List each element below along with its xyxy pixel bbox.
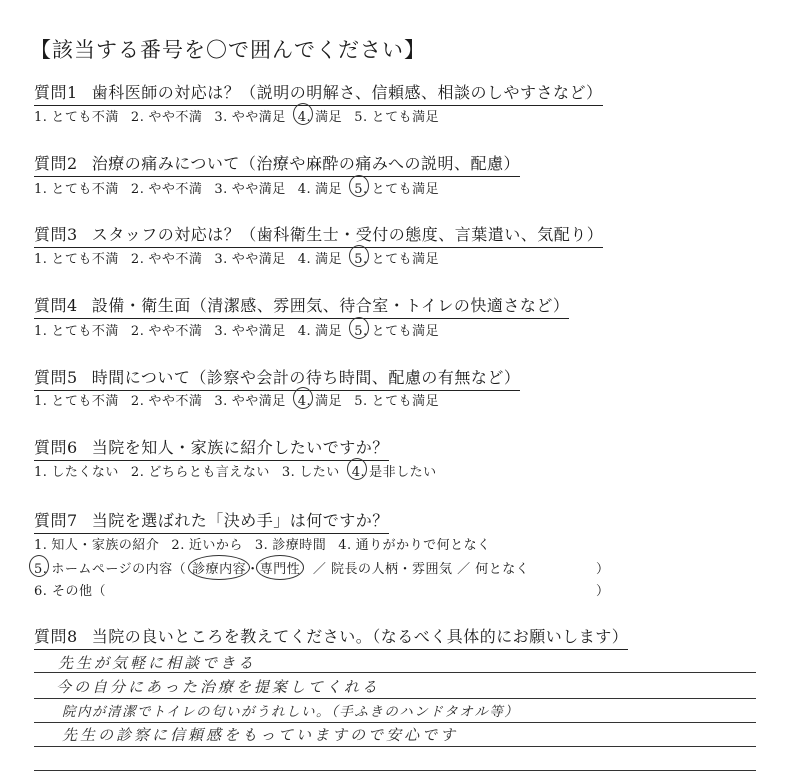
separator: ・ xyxy=(246,562,260,577)
question-4-option-2[interactable] xyxy=(131,320,202,339)
option-number: 5. xyxy=(34,562,48,577)
question-8-text: 当院の良いところを教えてください。（なるべく具体的にお願いします） xyxy=(91,627,629,646)
option-number: 5. xyxy=(354,252,368,267)
question-7-option-6-line xyxy=(34,580,610,599)
option-number: 4. xyxy=(297,252,312,267)
option-number: 5. xyxy=(354,324,368,339)
question-7-title xyxy=(34,508,389,534)
option-number: 6. xyxy=(34,584,48,599)
question-2-option-4[interactable] xyxy=(298,178,342,197)
option-label: やや不満 xyxy=(148,324,203,339)
option-label: やや不満 xyxy=(148,182,203,197)
question-8-title xyxy=(34,624,628,650)
question-5-number: 質問5 xyxy=(34,368,78,387)
option-label: やや満足 xyxy=(231,324,286,339)
option-label: したい xyxy=(299,465,340,480)
option-label: どちらとも言えない xyxy=(148,465,270,480)
option-number: 1. xyxy=(34,465,48,480)
question-5-text: 時間について（診察や会計の待ち時間、配慮の有無など） xyxy=(91,368,521,387)
question-4-option-1[interactable] xyxy=(34,320,119,339)
option-number: 4. xyxy=(297,182,312,197)
answer-line xyxy=(34,746,756,747)
question-6-title xyxy=(34,435,389,461)
option-label: 是非したい xyxy=(369,465,437,480)
option-label: 満足 xyxy=(315,394,343,409)
handwritten-answer-1: 先生が気軽に相談できる xyxy=(58,654,257,672)
option-number: 2. xyxy=(130,252,145,267)
question-1-option-1[interactable] xyxy=(34,106,119,125)
option-number: 1. xyxy=(34,252,48,267)
option-number: 2. xyxy=(130,324,145,339)
question-7-option-3[interactable] xyxy=(255,534,326,553)
question-5-option-3[interactable] xyxy=(214,390,285,409)
option-label: 満足 xyxy=(315,110,343,125)
question-2-option-3[interactable] xyxy=(214,178,285,197)
question-3-option-3[interactable] xyxy=(214,248,285,267)
option-label: やや満足 xyxy=(231,394,286,409)
answer-line xyxy=(34,698,756,699)
handwritten-answer-4: 先生の診察に信頼感をもっていますので安心です xyxy=(62,726,459,744)
option-label: とても不満 xyxy=(51,182,119,197)
option-label: ホームページの内容（ xyxy=(51,562,187,577)
question-3-number: 質問3 xyxy=(34,225,78,244)
option-number: 2. xyxy=(130,110,145,125)
question-3-option-5[interactable] xyxy=(354,248,439,267)
question-8-number: 質問8 xyxy=(34,627,78,646)
option-label: したくない xyxy=(51,465,119,480)
question-7-number: 質問7 xyxy=(34,511,78,530)
question-4-title xyxy=(34,293,569,319)
option-label: とても満足 xyxy=(371,182,440,197)
question-3-title xyxy=(34,222,603,248)
question-5-option-4[interactable] xyxy=(298,390,342,409)
option-number: 3. xyxy=(214,182,228,197)
answer-line xyxy=(34,722,756,723)
question-7-option-5[interactable] xyxy=(34,558,186,577)
option-number: 2. xyxy=(171,538,185,553)
option-number: 2. xyxy=(130,465,145,480)
q7-other-paren-close: ） xyxy=(596,584,610,599)
question-2-title xyxy=(34,151,520,177)
option-number: 1. xyxy=(34,538,48,553)
option-label: やや満足 xyxy=(231,252,286,267)
question-4-option-5[interactable] xyxy=(354,320,439,339)
option-number: 3. xyxy=(254,538,269,553)
question-7-option-5-line xyxy=(34,558,610,577)
option-label: とても不満 xyxy=(51,110,119,125)
option-number: 4. xyxy=(338,538,352,553)
option-number: 2. xyxy=(130,394,145,409)
question-5-options xyxy=(34,390,451,409)
option-label: とても満足 xyxy=(371,394,440,409)
option-label: やや不満 xyxy=(148,252,203,267)
option-label: 診療時間 xyxy=(272,538,327,553)
option-number: 1. xyxy=(34,394,48,409)
option-number: 5. xyxy=(354,394,368,409)
answer-line xyxy=(34,770,756,771)
option-number: 4. xyxy=(297,110,312,125)
question-1-options xyxy=(34,106,451,125)
question-1-option-4[interactable] xyxy=(298,106,342,125)
option-label: 知人・家族の紹介 xyxy=(51,538,160,553)
question-4-option-4[interactable] xyxy=(298,320,342,339)
option-label: とても満足 xyxy=(371,252,440,267)
question-4-option-3[interactable] xyxy=(214,320,285,339)
q7-paren-close: ） xyxy=(596,562,610,577)
question-4-text: 設備・衛生面（清潔感、雰囲気、待合室・トイレの快適さなど） xyxy=(91,296,570,315)
option-label: やや不満 xyxy=(148,110,203,125)
question-5-option-1[interactable] xyxy=(34,390,119,409)
option-number: 1. xyxy=(34,324,48,339)
option-label: とても不満 xyxy=(51,252,119,267)
option-label: やや不満 xyxy=(148,394,203,409)
option-number: 1. xyxy=(34,110,48,125)
question-3-option-4[interactable] xyxy=(298,248,342,267)
handwritten-answer-2: 今の自分にあった治療を提案してくれる xyxy=(56,678,380,696)
option-label: やや満足 xyxy=(231,182,286,197)
option-number: 3. xyxy=(214,324,228,339)
question-2-option-2[interactable] xyxy=(131,178,202,197)
q7-sub-option-content[interactable] xyxy=(192,558,246,577)
question-7-option-2[interactable] xyxy=(171,534,242,553)
question-6-text: 当院を知人・家族に紹介したいですか？ xyxy=(91,438,389,457)
option-number: 3. xyxy=(214,110,228,125)
question-7-options xyxy=(34,534,503,553)
question-1-option-5[interactable] xyxy=(354,106,439,125)
option-number: 2. xyxy=(130,182,145,197)
question-5-title xyxy=(34,365,520,391)
question-6-option-2[interactable] xyxy=(131,461,270,480)
option-number: 3. xyxy=(214,394,228,409)
question-5-option-5[interactable] xyxy=(354,390,439,409)
question-3-text: スタッフの対応は？（歯科衛生士・受付の態度、言葉遣い、気配り） xyxy=(91,225,604,244)
sub-option-label: 専門性 xyxy=(259,562,301,577)
question-3-options xyxy=(34,248,451,267)
question-7-text: 当院を選ばれた「決め手」は何ですか？ xyxy=(91,511,389,530)
question-1-text: 歯科医師の対応は？（説明の明解さ、信頼感、相談のしやすさなど） xyxy=(91,83,603,102)
question-3-option-2[interactable] xyxy=(131,248,202,267)
option-number: 4. xyxy=(351,465,366,480)
question-6-option-4[interactable] xyxy=(352,461,437,480)
option-number: 1. xyxy=(34,182,48,197)
option-label: とても不満 xyxy=(51,324,119,339)
option-label: 通りがかりで何となく xyxy=(355,538,491,553)
question-4-options xyxy=(34,320,451,339)
option-number: 5. xyxy=(354,182,368,197)
question-1-option-2[interactable] xyxy=(131,106,202,125)
option-label: その他（ xyxy=(52,584,107,599)
option-label: 満足 xyxy=(315,324,343,339)
question-2-options xyxy=(34,178,451,197)
question-7-option-4[interactable] xyxy=(338,534,490,553)
option-label: とても不満 xyxy=(51,394,119,409)
question-2-text: 治療の痛みについて（治療や麻酔の痛みへの説明、配慮） xyxy=(91,154,521,173)
form-header: 【該当する番号を〇で囲んでください】 xyxy=(30,38,426,62)
sub-option-label: 診療内容 xyxy=(192,562,247,577)
option-label: とても満足 xyxy=(371,324,440,339)
option-number: 5. xyxy=(354,110,368,125)
option-number: 3. xyxy=(214,252,228,267)
question-1-number: 質問1 xyxy=(34,83,78,102)
option-number: 4. xyxy=(297,394,312,409)
question-6-option-3[interactable] xyxy=(282,461,340,480)
handwritten-answer-3: 院内が清潔でトイレの匂いがうれしい。（手ふきのハンドタオル等） xyxy=(62,704,520,720)
q7-other-sub-options: ／ 院長の人柄・雰囲気 ／ 何となく xyxy=(312,562,530,577)
question-6-option-1[interactable] xyxy=(34,461,119,480)
question-7-option-1[interactable] xyxy=(34,534,159,553)
option-label: やや満足 xyxy=(231,110,286,125)
question-2-number: 質問2 xyxy=(34,154,78,173)
option-label: 満足 xyxy=(315,182,343,197)
q7-sub-option-specialty[interactable] xyxy=(260,558,301,577)
option-label: 満足 xyxy=(315,252,343,267)
option-label: 近いから xyxy=(188,538,243,553)
question-5-option-2[interactable] xyxy=(131,390,202,409)
question-1-title xyxy=(34,80,603,106)
question-6-options xyxy=(34,461,449,480)
question-2-option-5[interactable] xyxy=(354,178,439,197)
option-number: 3. xyxy=(281,465,296,480)
question-3-option-1[interactable] xyxy=(34,248,119,267)
question-1-option-3[interactable] xyxy=(214,106,285,125)
option-label: とても満足 xyxy=(371,110,440,125)
option-number: 4. xyxy=(297,324,312,339)
question-6-number: 質問6 xyxy=(34,438,78,457)
question-4-number: 質問4 xyxy=(34,296,78,315)
question-2-option-1[interactable] xyxy=(34,178,119,197)
